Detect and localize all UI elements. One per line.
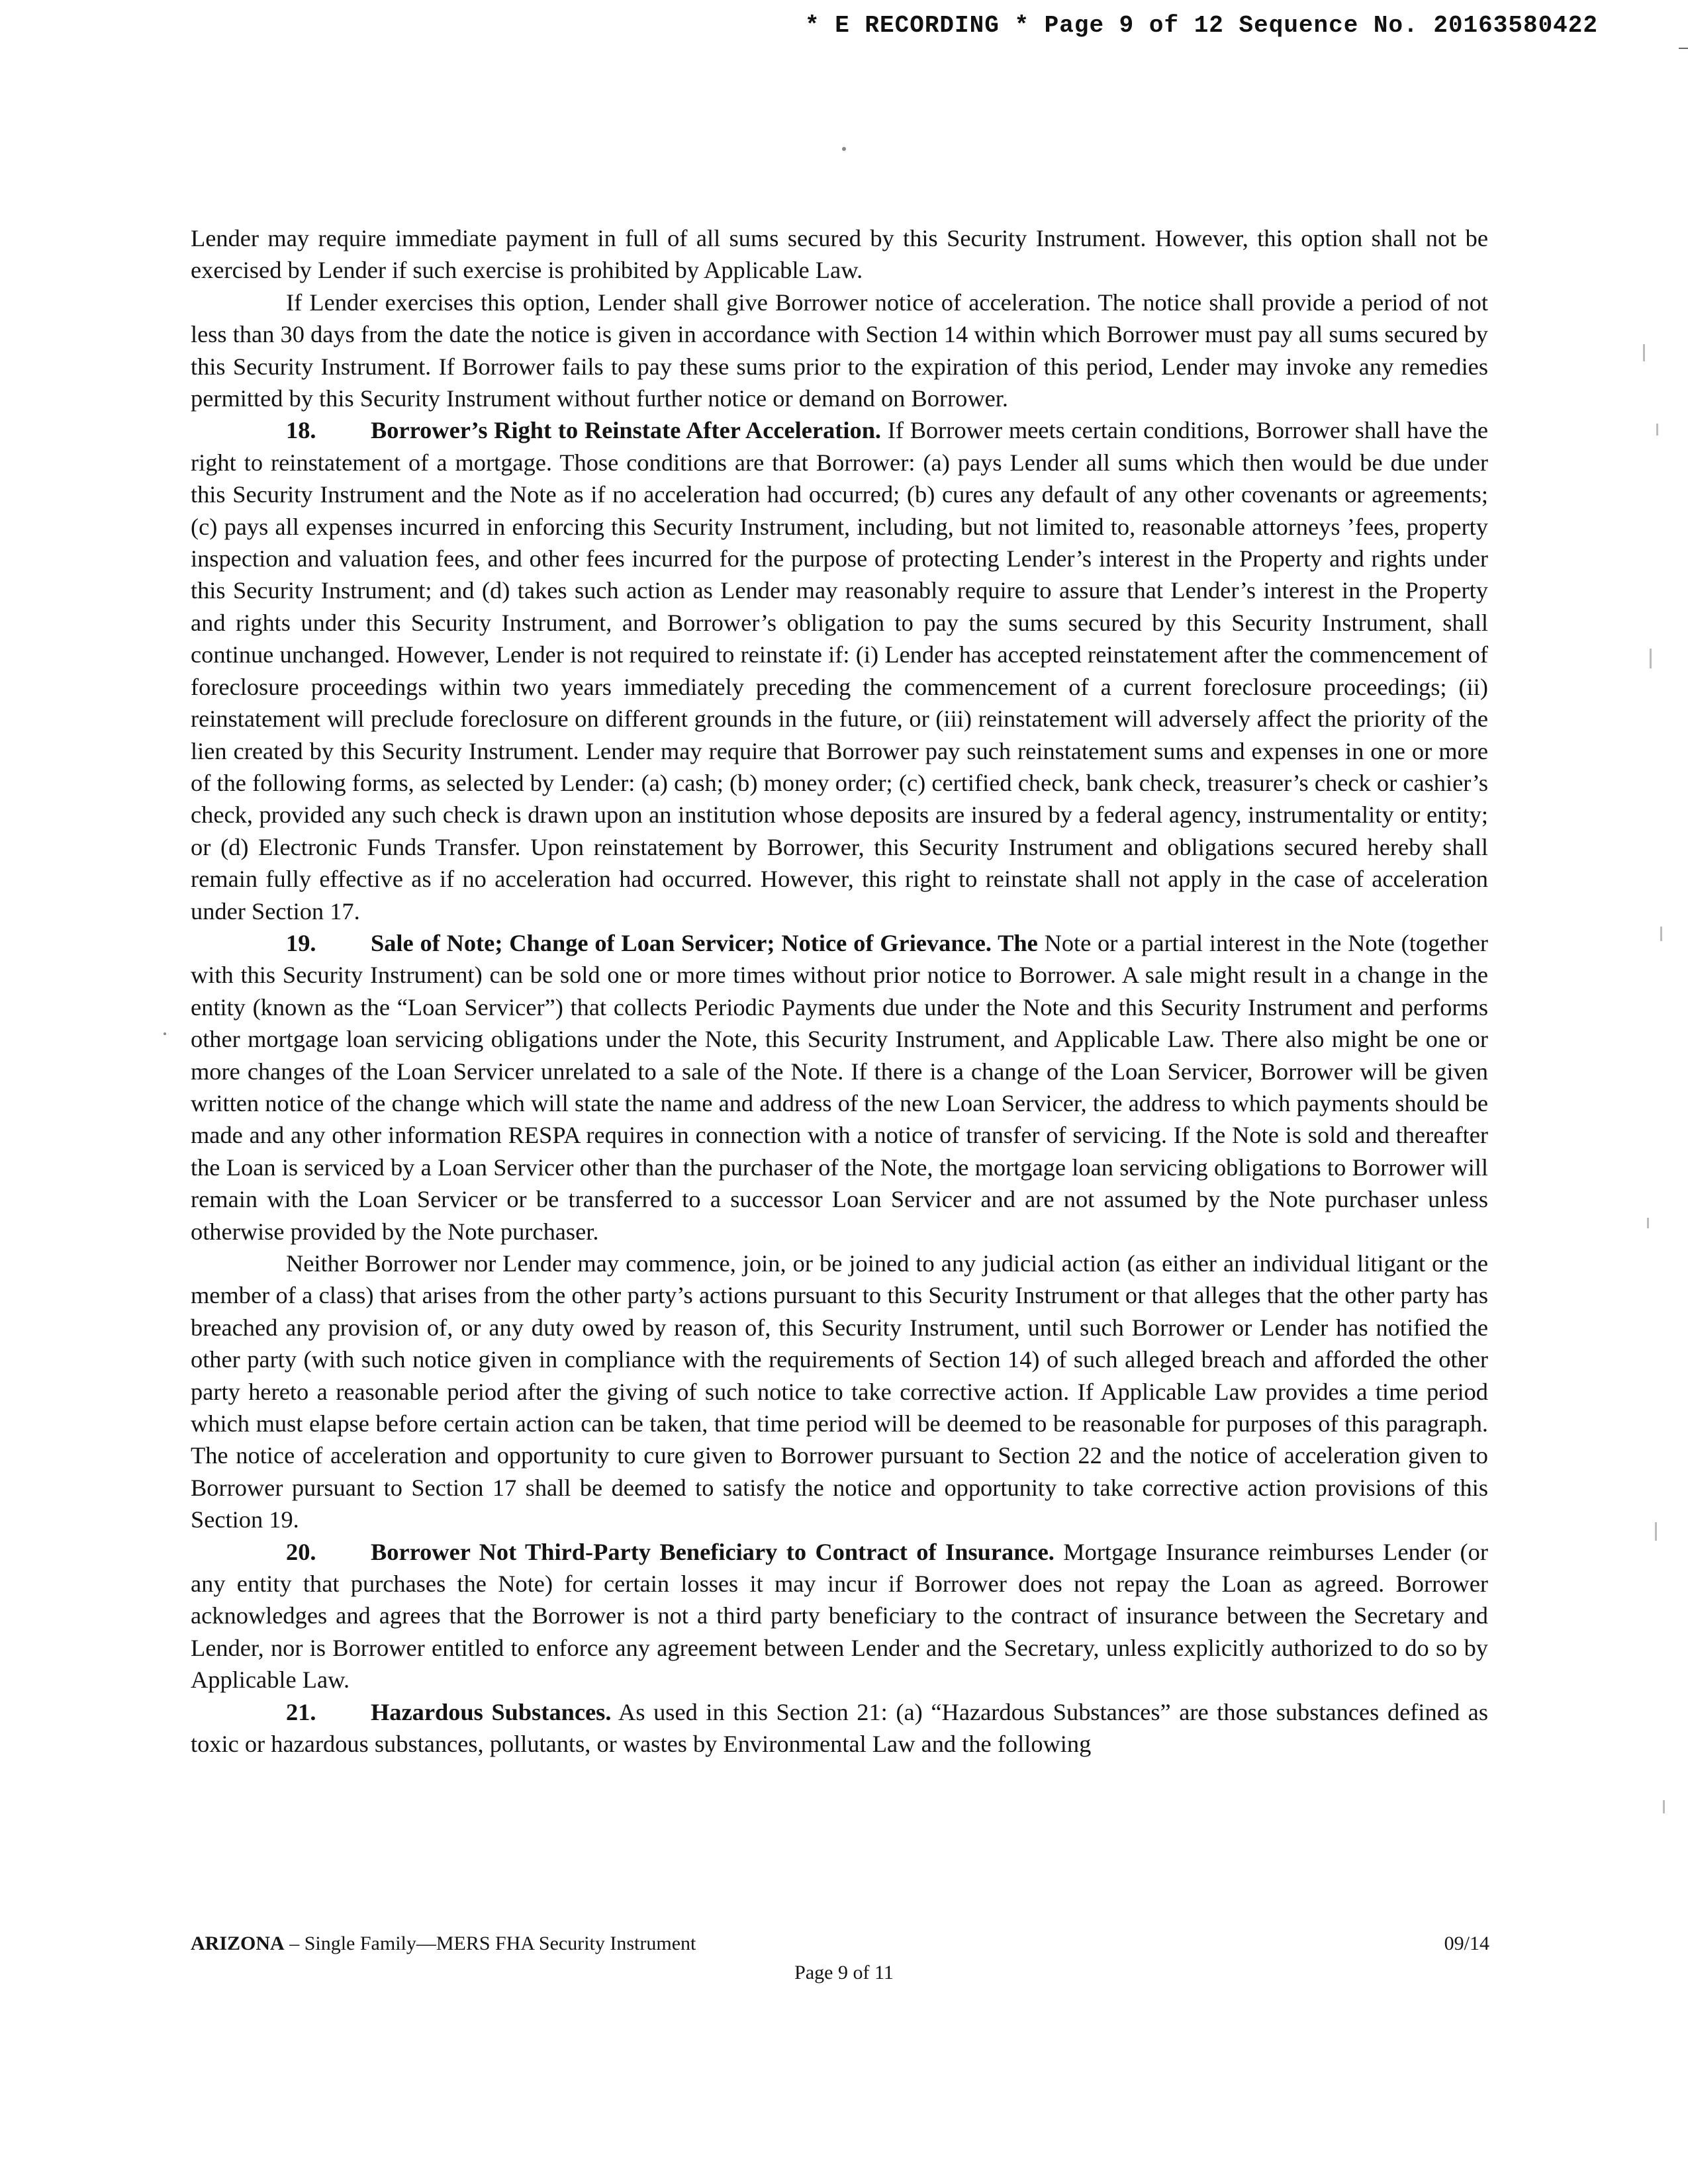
section-18	[191, 414, 1488, 927]
section-number: 20.	[286, 1538, 316, 1565]
footer-form-title	[191, 1933, 696, 1955]
paragraph-text: Mortgage Insurance reimburses Lender (or any entity that purchases the Note) for certain losses it may incur if Borrower does not repay the Loan as agreed. Borrower acknowledges and agrees that the Borrower is not a third party beneficiary to the contract of insurance between the Secretary and Lender, nor is Borrower entitled to enforce any agreement between Lender and the Secretary, unless explicitly authorized to do so by Applicable Law.	[191, 1538, 1488, 1694]
scan-speck	[164, 1032, 166, 1035]
paragraph-text: Note or a partial interest in the Note (together with this Security Instrument) can be sold one or more times without prior notice to Borrower. A sale might result in a change in the entity (known as the “Loan Servicer”) that collects Periodic Payments due under the Note and this Security Instrument and performs other mortgage loan servicing obligations under the Note, this Security Instrument, and Applicable Law. There also might be one or more changes of the Loan Servicer unrelated to a sale of the Note. If there is a change of the Loan Servicer, Borrower will be given written notice of the change which will state the name and address of the new Loan Servicer, the address to which payments should be made and any other information RESPA requires in connection with a notice of transfer of servicing. If the Note is sold and thereafter the Loan is serviced by a Loan Servicer other than the purchaser of the Note, the mortgage loan servicing obligations to Borrower will remain with the Loan Servicer or be transferred to a successor Loan Servicer and are not assumed by the Note purchaser unless otherwise provided by the Note purchaser.	[191, 929, 1488, 1245]
section-20	[191, 1536, 1488, 1696]
paragraph-acceleration-cont	[191, 222, 1488, 287]
section-title: Hazardous Substances.	[371, 1698, 612, 1725]
paragraph-text: Neither Borrower nor Lender may commence, join, or be joined to any judicial action (as either an individual litigant or the member of a class) that arises from the other party’s actions pursuant to this Security Instrument or that alleges that the other party has breached any provision of, or any duty owed by reason of, this Security Instrument, until such Borrower or Lender has notified the other party (with such notice given in compliance with the requirements of Section 14) of such alleged breach and afforded the other party hereto a reasonable period after the giving of such notice to take corrective action. If Applicable Law provides a time period which must elapse before certain action can be taken, that time period will be deemed to be reasonable for purposes of this paragraph. The notice of acceleration and opportunity to cure given to Borrower pursuant to Section 22 and the notice of acceleration given to Borrower pursuant to Section 17 shall be deemed to satisfy the notice and opportunity to take corrective action provisions of this Section 19.	[191, 1250, 1488, 1533]
scan-speck	[842, 147, 846, 151]
footer-form-name: – Single Family—MERS FHA Security Instrument	[284, 1933, 696, 1954]
scan-margin-noise	[1643, 79, 1676, 2131]
section-title: Borrower Not Third-Party Beneficiary to Contract of Insurance.	[371, 1538, 1055, 1565]
paragraph-text: As used in this Section 21: (a) “Hazardous Substances” are those substances defined as toxic or hazardous substances, pollutants, or wastes by Environmental Law and the following	[191, 1698, 1488, 1758]
paragraph-acceleration-notice	[191, 287, 1488, 415]
section-number: 21.	[286, 1698, 316, 1725]
paragraph-text: If Lender exercises this option, Lender shall give Borrower notice of acceleration. The notice shall provide a period of not less than 30 days from the date the notice is given in accordance with Section 14 within which Borrower must pay all sums secured by this Security Instrument. If Borrower fails to pay these sums prior to the expiration of this period, Lender may invoke any remedies permitted by this Security Instrument without further notice or demand on Borrower.	[191, 289, 1488, 412]
paragraph-judicial-action	[191, 1248, 1488, 1536]
footer-page-number: Page 9 of 11	[794, 1962, 894, 1983]
section-number: 18.	[286, 417, 316, 444]
footer-state: ARIZONA	[191, 1933, 285, 1954]
document-body	[191, 222, 1488, 1760]
paragraph-text: If Borrower meets certain conditions, Borrower shall have the right to reinstatement of a mortgage. Those conditions are that Borrower: (a) pays Lender all sums which then would be due under this Security Instrument and the Note as if no acceleration had occurred; (b) cures any default of any other covenants or agreements; (c) pays all expenses incurred in enforcing this Security Instrument, including, but not limited to, reasonable attorneys ’fees, property inspection and valuation fees, and other fees incurred for the purpose of protecting Lender’s interest in the Property and rights under this Security Instrument; and (d) takes such action as Lender may reasonably require to assure that Lender’s interest in the Property and rights under this Security Instrument, and Borrower’s obligation to pay the sums secured by this Security Instrument, shall continue unchanged. However, Lender is not required to reinstate if: (i) Lender has accepted reinstatement after the commencement of foreclosure proceedings within two years immediately preceding the commencement of a current foreclosure proceedings; (ii) reinstatement will preclude foreclosure on different grounds in the future, or (iii) reinstatement will adversely affect the priority of the lien created by this Security Instrument. Lender may require that Borrower pay such reinstatement sums and expenses in one or more of the following forms, as selected by Lender: (a) cash; (b) money order; (c) certified check, bank check, treasurer’s check or cashier’s check, provided any such check is drawn upon an institution whose deposits are insured by a federal agency, instrumentality or entity; or (d) Electronic Funds Transfer. Upon reinstatement by Borrower, this Security Instrument and obligations secured hereby shall remain fully effective as if no acceleration had occurred. However, this right to reinstate shall not apply in the case of acceleration under Section 17.	[191, 417, 1488, 925]
section-title: Borrower’s Right to Reinstate After Acceleration.	[371, 417, 882, 444]
section-19	[191, 927, 1488, 1248]
section-number: 19.	[286, 929, 316, 956]
recording-header: * E RECORDING * Page 9 of 12 Sequence No. 20163580422	[805, 12, 1598, 39]
section-21	[191, 1696, 1488, 1760]
section-title: Sale of Note; Change of Loan Servicer; Notice of Grievance. The	[371, 929, 1038, 956]
paragraph-text: Lender may require immediate payment in full of all sums secured by this Security Instrument. However, this option shall not be exercised by Lender if such exercise is prohibited by Applicable Law.	[191, 225, 1488, 284]
footer-form-date: 09/14	[1444, 1933, 1489, 1954]
scan-edge-mark	[1679, 48, 1688, 49]
